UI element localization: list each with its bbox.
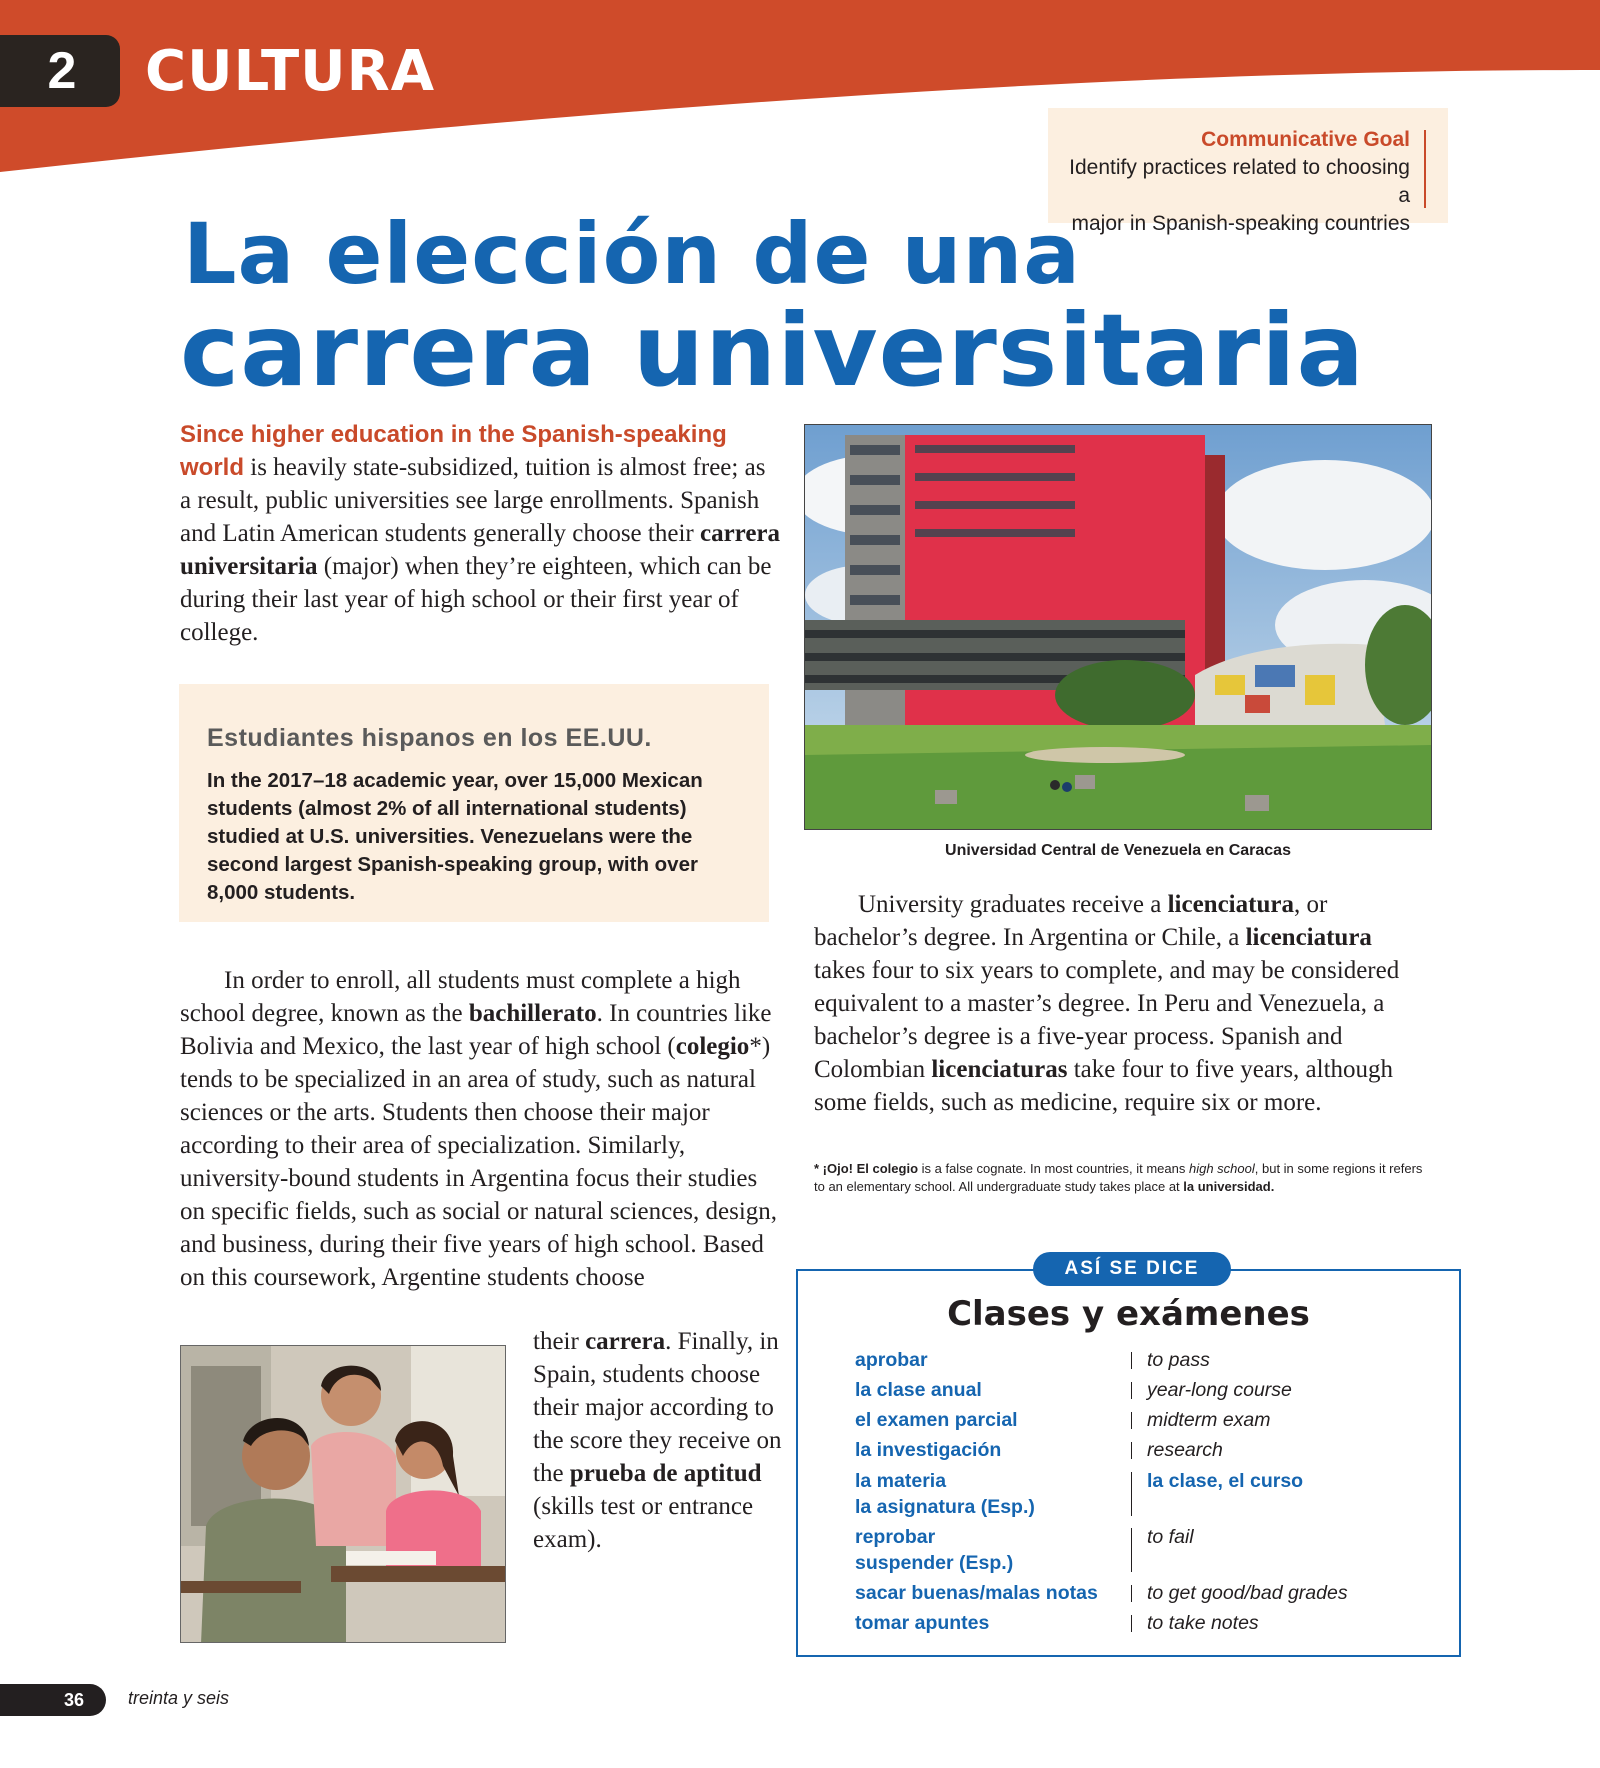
vocab-row [855,1524,1435,1576]
footnote-keyword-colegio: * ¡Ojo! El colegio [814,1161,919,1176]
vocab-separator [1131,1382,1132,1399]
goal-accent-bar [1424,130,1426,208]
footnote-keyword-universidad: la universidad. [1183,1179,1275,1194]
vocab-term: la materia [855,1470,947,1492]
body1-keyword-bachillerato: bachillerato [468,1000,597,1027]
sidebar-heading: Estudiantes hispanos en los EE.UU. [207,724,652,752]
vocab-term: aprobar [855,1349,928,1371]
vocab-term: el examen parcial [855,1409,1018,1431]
body1-keyword-colegio: colegio [675,1033,750,1060]
building-photo-caption: Universidad Central de Venezuela en Caracas [945,842,1291,859]
vocab-row [855,1377,1435,1403]
body-paragraph-1 [180,964,780,1294]
body1-text-3: *) tends to be specialized in an area of study, such as natural sciences or the arts. Students then choose their major according to their area of specialization. Similarly, university-bound students in Argentina focus their studies on specific fields, such as social or natural sciences, design, and business, during their five years of high school. Based on this coursework, Argentine students choose [180,1033,778,1291]
footnote [814,1160,1434,1196]
communicative-goal-heading: Communicative Goal [1201,128,1410,151]
body-paragraph-1-continued [533,1325,783,1556]
vocab-term-alternate: suspender (Esp.) [855,1552,1014,1574]
footnote-text-1: is a false cognate. In most countries, it means [918,1161,1189,1176]
body2-keyword-licenciatura-1: licenciatura [1167,891,1294,918]
sidebar-text: In the 2017–18 academic year, over 15,000 Mexican students (almost 2% of all international students) studied at U.S. universities. Venezuelans were the second largest Spanish-speaking group, with over 8,000 students. [207,769,703,904]
body2-keyword-licenciaturas: licenciaturas [931,1056,1068,1083]
vocab-row [855,1610,1435,1636]
page-number-tab: 36 [0,1684,106,1716]
vocab-definition: la clase, el curso [1147,1470,1304,1492]
vocab-separator [1131,1472,1132,1516]
vocab-row [855,1347,1435,1373]
vocab-separator [1131,1585,1132,1602]
vocab-row [855,1407,1435,1433]
communicative-goal-box [1048,108,1448,235]
vocab-separator [1131,1528,1132,1572]
vocab-definition: research [1147,1439,1223,1461]
vocab-separator [1131,1615,1132,1632]
asi-se-dice-pill: ASÍ SE DICE [1033,1252,1231,1286]
body-paragraph-2 [814,888,1424,1119]
body1-text-1: In order to enroll, all students must complete a high school degree, known as the [180,967,741,1027]
vocab-row [855,1580,1435,1606]
vocab-term: reprobar [855,1526,936,1548]
hispanic-students-sidebar [179,684,769,922]
vocab-separator [1131,1412,1132,1429]
vocab-term: tomar apuntes [855,1612,990,1634]
communicative-goal-line1: Identify practices related to choosing a [1069,156,1410,207]
vocab-definition: year-long course [1147,1379,1292,1401]
communicative-goal-line2: major in Spanish-speaking countries [1071,212,1410,235]
intro-lead: Since higher education in the Spanish-speaking world [180,421,727,481]
students-illustration [181,1346,506,1643]
chapter-number-tab: 2 [0,35,120,107]
students-photo [180,1345,506,1643]
vocab-definition: to fail [1147,1526,1194,1548]
footnote-italic: high school [1188,1161,1255,1176]
intro-text-1: is heavily state-subsidized, tuition is almost free; as a result, public universities see large enrollments. Spanish and Latin American students generally choose their [180,454,766,547]
vocab-term: la investigación [855,1439,1002,1461]
body1b-keyword-carrera: carrera [585,1328,666,1355]
intro-keyword-carrera: carrera universitaria [180,520,781,580]
vocab-separator [1131,1442,1132,1459]
vocab-row [855,1468,1435,1520]
vocab-row [855,1437,1435,1463]
vocab-definition: midterm exam [1147,1409,1271,1431]
body2-text-1: University graduates receive a [858,891,1168,918]
body1b-text-2: . Finally, in Spain, students choose their major according to the score they receive on the [533,1328,782,1487]
body2-text-4: take four to five years, although some fields, such as medicine, require six or more. [814,1056,1394,1116]
vocab-definition: to get good/bad grades [1147,1582,1348,1604]
footnote-text-2: , but in some regions it refers to an elementary school. All undergraduate study takes place at [814,1161,1423,1194]
asi-se-dice-title: Clases y exámenes [947,1294,1310,1334]
page-title-line2: carrera universitaria [180,292,1365,409]
page-title-line1: La elección de una [183,205,1081,303]
intro-text-2: (major) when they’re eighteen, which can be during their last year of high school or their first year of college. [180,553,772,646]
university-building-illustration [805,425,1432,830]
intro-paragraph [180,418,780,649]
body1b-keyword-prueba: prueba de aptitud [569,1460,762,1487]
body2-keyword-licenciatura-2: licenciatura [1245,924,1372,951]
vocab-definition: to pass [1147,1349,1210,1371]
body2-text-2: , or bachelor’s degree. In Argentina or Chile, a [814,891,1328,951]
university-building-photo [804,424,1432,830]
section-title: CULTURA [145,39,436,104]
vocab-term-alternate: la asignatura (Esp.) [855,1496,1035,1518]
vocab-term: la clase anual [855,1379,982,1401]
page-number-words: treinta y seis [128,1688,230,1708]
vocab-definition: to take notes [1147,1612,1259,1634]
vocab-separator [1131,1352,1132,1369]
body1b-text-1: their [533,1328,586,1355]
vocab-term: sacar buenas/malas notas [855,1582,1098,1604]
body1-text-2: . In countries like Bolivia and Mexico, the last year of high school ( [180,1000,772,1060]
body2-text-3: takes four to six years to complete, and may be considered equivalent to a master’s degree. In Peru and Venezuela, a bachelor’s degree is a five-year process. Spanish and Colombian [814,957,1400,1083]
body1b-text-3: (skills test or entrance exam). [533,1493,754,1553]
